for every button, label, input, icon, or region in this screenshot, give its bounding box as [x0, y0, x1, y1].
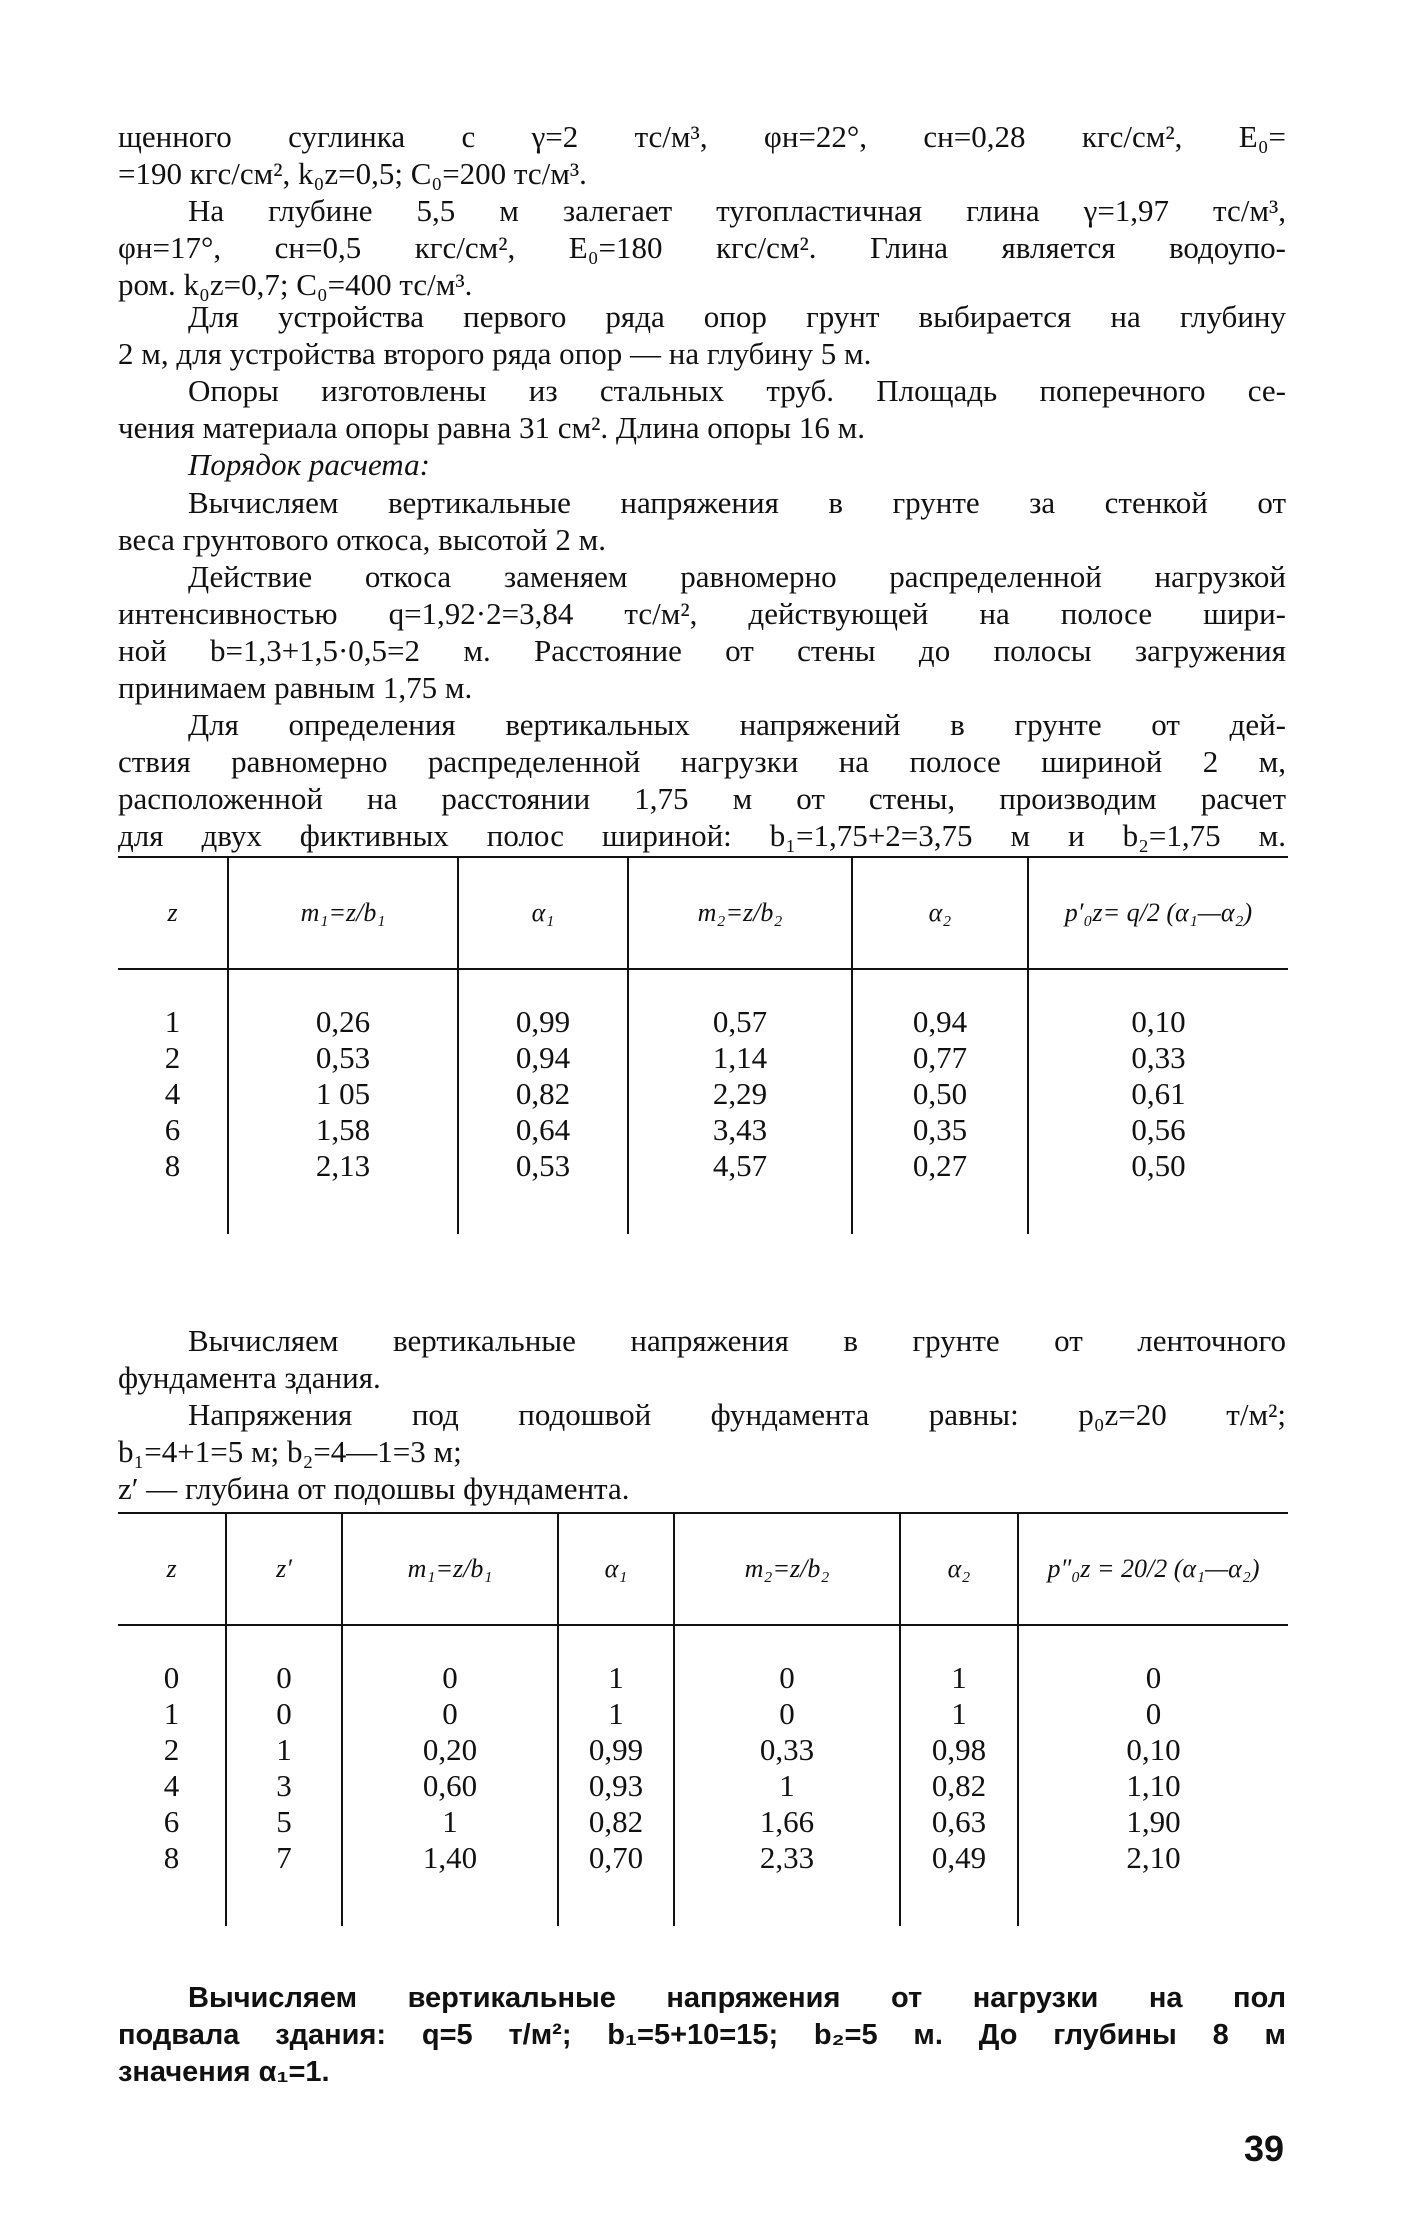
paragraph-fictive-strips [118, 706, 1286, 854]
table-cell: 2,10 [1018, 1840, 1288, 1876]
table-cell: 0 [674, 1696, 900, 1732]
table-row [118, 1660, 1288, 1696]
table-header-row [118, 857, 1288, 969]
table-cell: 8 [164, 1148, 181, 1183]
table-cell: 0 [226, 1696, 342, 1732]
text-line: Вычисляем вертикальные напряжения от нагрузки на пол [188, 1982, 1286, 2014]
table-cell: 2,13 [228, 1148, 458, 1184]
text-line: Вычисляем вертикальные напряжения в грунте от ленточного [188, 1323, 1286, 1358]
text-line: Опоры изготовлены из стальных труб. Площадь поперечного се- [188, 373, 1286, 408]
column-header: α₁ [558, 1513, 674, 1625]
table-cell: 8 [163, 1840, 180, 1875]
paragraph-soil-loam [118, 118, 1286, 192]
column-header: m₁=z/b₁ [228, 857, 458, 969]
text-line: подвала здания: q=5 т/м²; b₁=5+10=15; b₂=5 м. До глубины 8 м [118, 2019, 1286, 2051]
table-cell: 0 [163, 1660, 180, 1695]
table-cell: 0 [1018, 1696, 1288, 1732]
table-cell: 4 [164, 1076, 181, 1111]
table-cell: 0,82 [458, 1076, 628, 1112]
table-cell: 1 05 [228, 1076, 458, 1112]
calculation-order-heading [118, 446, 1286, 483]
table-cell: 2 [163, 1732, 180, 1767]
paragraph-clay-layer [118, 192, 1286, 303]
table-cell: 0,35 [852, 1112, 1028, 1148]
table-cell: 1,40 [342, 1840, 558, 1876]
column-header: z [118, 1513, 226, 1625]
table-cell: 0,20 [342, 1732, 558, 1768]
table-cell: 0,27 [852, 1148, 1028, 1184]
table-spacer [118, 1184, 1288, 1234]
stress-table-foundation [118, 1512, 1288, 1926]
paragraph-strip-foundation [118, 1322, 1286, 1396]
paragraph-excavation [118, 298, 1286, 372]
table-cell: 0,61 [1028, 1076, 1288, 1112]
table-cell: 0,70 [558, 1840, 674, 1876]
table-cell: 0 [674, 1660, 900, 1696]
table-cell: 1 [342, 1804, 558, 1840]
table-row [118, 1804, 1288, 1840]
table-cell: 0,94 [852, 1004, 1028, 1040]
text-line: 2 м, для устройства второго ряда опор — на глубину 5 м. [118, 336, 872, 371]
table-cell: 1 [163, 1696, 180, 1731]
text-line: =190 кгс/см², k₀z=0,5; C₀=200 тс/м³. [118, 156, 587, 191]
text-line: Напряжения под подошвой фундамента равны: p₀z=20 т/м²; [188, 1397, 1286, 1432]
table-spacer [118, 1625, 1288, 1660]
text-line: фундамента здания. [118, 1360, 381, 1395]
table-cell: 0,49 [900, 1840, 1018, 1876]
text-line: для двух фиктивных полос шириной: b₁=1,75+2=3,75 м и b₂=1,75 м. [118, 818, 1286, 853]
text-line: Вычисляем вертикальные напряжения в грунте за стенкой от [188, 485, 1286, 520]
table-cell: 7 [226, 1840, 342, 1876]
column-header: z′ [226, 1513, 342, 1625]
text-line: ром. k₀z=0,7; C₀=400 тс/м³. [118, 267, 473, 302]
table-cell: 0,33 [674, 1732, 900, 1768]
table-cell: 1,90 [1018, 1804, 1288, 1840]
table-cell: 0,50 [852, 1076, 1028, 1112]
text-line: Для устройства первого ряда опор грунт выбирается на глубину [188, 299, 1286, 334]
paragraph-basement-load [118, 1980, 1286, 2091]
table-row [118, 1040, 1288, 1076]
column-header: p′₀z= q/2 (α₁—α₂) [1028, 857, 1288, 969]
table-cell: 0,33 [1028, 1040, 1288, 1076]
text-line: расположенной на расстоянии 1,75 м от стены, производим расчет [118, 781, 1286, 816]
table-row [118, 1696, 1288, 1732]
table-cell: 0,94 [458, 1040, 628, 1076]
table-cell: 3,43 [628, 1112, 852, 1148]
table-cell: 1,10 [1018, 1768, 1288, 1804]
table-cell: 1,58 [228, 1112, 458, 1148]
text-line: интенсивностью q=1,92·2=3,84 тс/м², действующей на полосе шири- [118, 596, 1286, 631]
table-cell: 5 [226, 1804, 342, 1840]
paragraph-foundation-stress [118, 1396, 1286, 1507]
table-cell: 1 [558, 1660, 674, 1696]
column-header: α₁ [458, 857, 628, 969]
table-cell: 0 [342, 1660, 558, 1696]
table-cell: 0,99 [558, 1732, 674, 1768]
text-line: На глубине 5,5 м залегает тугопластичная глина γ=1,97 тс/м³, [188, 193, 1286, 228]
text-line: Для определения вертикальных напряжений в грунте от дей- [188, 707, 1286, 742]
table-cell: 0,93 [558, 1768, 674, 1804]
table-cell: 1 [226, 1732, 342, 1768]
table-cell: 0 [1018, 1660, 1288, 1696]
table-cell: 0,53 [458, 1148, 628, 1184]
table-spacer [118, 1876, 1288, 1926]
table-row [118, 1004, 1288, 1040]
text-line: принимаем равным 1,75 м. [118, 670, 473, 705]
table-cell: 0 [342, 1696, 558, 1732]
table-cell: 0,99 [458, 1004, 628, 1040]
table-row [118, 1148, 1288, 1184]
text-line: щенного суглинка с γ=2 тс/м³, φн=22°, cн=0,28 кгс/см², E₀= [118, 119, 1286, 154]
text-line: веса грунтового откоса, высотой 2 м. [118, 522, 606, 557]
text-line: чения материала опоры равна 31 см². Длина опоры 16 м. [118, 410, 865, 445]
column-header: m₂=z/b₂ [674, 1513, 900, 1625]
table-cell: 1 [558, 1696, 674, 1732]
table-cell: 0,82 [900, 1768, 1018, 1804]
table-cell: 1,66 [674, 1804, 900, 1840]
text-line: φн=17°, cн=0,5 кгс/см², E₀=180 кгс/см². Глина является водоупо- [118, 230, 1286, 265]
paragraph-supports [118, 372, 1286, 446]
text-line: ствия равномерно распределенной нагрузки на полосе шириной 2 м, [118, 744, 1286, 779]
table-cell: 6 [163, 1804, 180, 1839]
text-line: b₁=4+1=5 м; b₂=4—1=3 м; [118, 1434, 462, 1469]
table-row [118, 1840, 1288, 1876]
table-cell: 0,56 [1028, 1112, 1288, 1148]
text-line: Порядок расчета: [188, 447, 430, 482]
table-cell: 0,98 [900, 1732, 1018, 1768]
table-cell: 0,10 [1028, 1004, 1288, 1040]
table-cell: 1 [900, 1696, 1018, 1732]
table-cell: 0,82 [558, 1804, 674, 1840]
table-cell: 0,64 [458, 1112, 628, 1148]
text-line: z′ — глубина от подошвы фундамента. [118, 1471, 630, 1506]
table-cell: 0,57 [628, 1004, 852, 1040]
table-cell: 0,63 [900, 1804, 1018, 1840]
table-cell: 1 [900, 1660, 1018, 1696]
text-line: значения α₁=1. [118, 2056, 330, 2088]
text-line: Действие откоса заменяем равномерно распределенной нагрузкой [188, 559, 1286, 594]
column-header: α₂ [900, 1513, 1018, 1625]
table-spacer [118, 969, 1288, 1004]
table-row [118, 1768, 1288, 1804]
table-cell: 2,33 [674, 1840, 900, 1876]
table-row [118, 1732, 1288, 1768]
paragraph-distributed-load [118, 558, 1286, 706]
stress-table-slope [118, 856, 1288, 1234]
table-cell: 0,60 [342, 1768, 558, 1804]
table-cell: 2 [164, 1040, 181, 1075]
column-header: m₂=z/b₂ [628, 857, 852, 969]
table-cell: 0 [226, 1660, 342, 1696]
table-cell: 0,53 [228, 1040, 458, 1076]
column-header: m₁=z/b₁ [342, 1513, 558, 1625]
table-cell: 0,26 [228, 1004, 458, 1040]
table-cell: 0,77 [852, 1040, 1028, 1076]
table-row [118, 1112, 1288, 1148]
table-cell: 0,50 [1028, 1148, 1288, 1184]
table-cell: 1 [164, 1004, 181, 1039]
page-number: 39 [1244, 2128, 1285, 2169]
table-cell: 4,57 [628, 1148, 852, 1184]
table-cell: 4 [163, 1768, 180, 1803]
column-header: z [118, 857, 228, 969]
table-cell: 6 [164, 1112, 181, 1147]
table-cell: 1,14 [628, 1040, 852, 1076]
table-cell: 3 [226, 1768, 342, 1804]
column-header: α₂ [852, 857, 1028, 969]
table-cell: 0,10 [1018, 1732, 1288, 1768]
paragraph-slope-stress [118, 484, 1286, 558]
table-cell: 1 [674, 1768, 900, 1804]
table-row [118, 1076, 1288, 1112]
column-header: p″₀z = 20/2 (α₁—α₂) [1018, 1513, 1288, 1625]
text-line: ной b=1,3+1,5·0,5=2 м. Расстояние от стены до полосы загружения [118, 633, 1286, 668]
table-cell: 2,29 [628, 1076, 852, 1112]
table-header-row [118, 1513, 1288, 1625]
